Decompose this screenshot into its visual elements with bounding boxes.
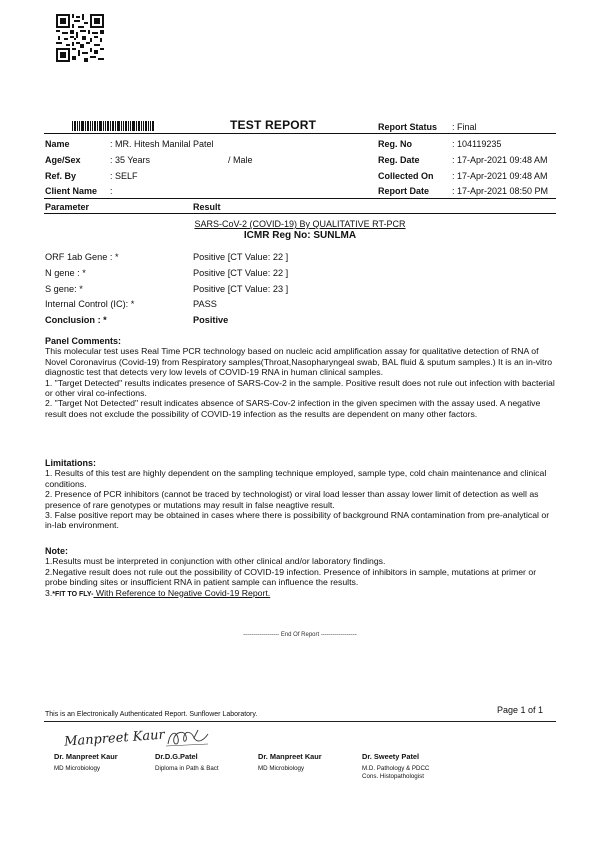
- page-number: Page 1 of 1: [497, 705, 544, 715]
- client-name-value: :: [110, 186, 113, 196]
- note-heading: Note:: [45, 546, 68, 556]
- barcode: [72, 121, 154, 131]
- panel-comment-paragraph: 2. "Target Not Detected" result indicates absence of SARS-Cov-2 infection in the given specimen with the assay used. A negative result does not exclude the possibility of COVID-19 infection as the results are dependent on many other factors.: [45, 398, 541, 419]
- note-3-prefix: 3.: [45, 587, 53, 598]
- panel-comment-paragraph: 1. "Target Detected" results indicates presence of SARS-Cov-2 in the sample. Positive result does not rule out infection with bacterial or other viral co-infections.: [45, 377, 555, 399]
- signatory-role: Cons. Histopathologist: [362, 773, 424, 780]
- signature-dg-patel: [164, 726, 212, 750]
- result-row-name: Internal Control (IC): *: [45, 299, 135, 309]
- limitation-paragraph: 1. Results of this test are highly dependent on the sampling technique employed, sample type, cold chain maintenance and clinical conditions.: [45, 468, 547, 489]
- report-status-value: : Final: [452, 122, 477, 132]
- header-bottom-rule: [44, 198, 556, 199]
- icmr-reg-no: ICMR Reg No: SUNLMA: [243, 230, 357, 241]
- result-row-name: N gene : *: [45, 268, 86, 278]
- report-date-value: : 17-Apr-2021 08:50 PM: [452, 186, 549, 196]
- note-paragraph: 1.Results must be interpreted in conjunction with other clinical and/or laboratory findings.: [45, 556, 386, 567]
- ref-by-label: Ref. By: [45, 171, 77, 181]
- fit-to-fly-label: *FIT TO FLY-: [52, 590, 94, 598]
- report-date-label: Report Date: [378, 186, 430, 196]
- reg-no-label: Reg. No: [378, 139, 413, 149]
- result-column-header: Result: [193, 202, 221, 212]
- panel-comments-heading: Panel Comments:: [45, 336, 122, 346]
- signature-manpreet-kaur: [62, 725, 166, 751]
- signatory-name: Dr. Manpreet Kaur: [258, 752, 322, 761]
- fit-to-fly-reference: With Reference to Negative Covid-19 Report.: [93, 587, 271, 598]
- note-paragraph: [45, 588, 557, 600]
- qr-code: [56, 14, 104, 62]
- note-paragraph: 2.Negative result does not rule out the possibility of COVID-19 infection. Presence of inhibitors in sample, mutations at primer or probe binding sites or insufficient RNA in patient sample can influence the results.: [45, 566, 537, 588]
- svg-text:Manpreet Kaur: Manpreet Kaur: [63, 727, 166, 750]
- reg-date-label: Reg. Date: [378, 155, 420, 165]
- limitation-paragraph: 2. Presence of PCR inhibitors (cannot be traced by technologist) or viral load lesser than assay lower limit of detection as well as presence of rare genotypes or mutations may result in false neagtive result.: [45, 489, 539, 510]
- collected-on-label: Collected On: [378, 171, 434, 181]
- signatory-name: Dr.D.G.Patel: [155, 752, 198, 761]
- footer-rule: [44, 721, 556, 722]
- authentication-note: This is an Electronically Authenticated Report. Sunflower Laboratory.: [45, 711, 258, 718]
- result-row-value: PASS: [193, 299, 217, 309]
- report-title: TEST REPORT: [230, 118, 317, 132]
- signatory-role: MD Microbiology: [258, 765, 305, 772]
- reg-no-value: : 104119235: [452, 139, 502, 149]
- conclusion-label: Conclusion : *: [45, 315, 107, 325]
- limitations-heading: Limitations:: [45, 458, 96, 468]
- sex-value: / Male: [228, 155, 253, 165]
- result-row-value: Positive [CT Value: 22 ]: [193, 252, 289, 262]
- result-row-name: ORF 1ab Gene : *: [45, 252, 119, 262]
- name-value: : MR. Hitesh Manilal Patel: [110, 139, 214, 149]
- result-row-value: Positive [CT Value: 23 ]: [193, 284, 289, 294]
- reg-date-value: : 17-Apr-2021 09:48 AM: [452, 155, 548, 165]
- panel-comment-paragraph: This molecular test uses Real Time PCR technology based on nucleic acid amplification assay for qualitative detection of RNA of Novel Coronavirus (Covid-19) from Respiratory samples(Throat,Nasopharyngeal swab, BAL fluid & sputum samples.) It is an in-vitro diagnostic test that detects very low levels of COVID-19 RNA in human clinical samples.: [45, 346, 553, 378]
- test-name: SARS-CoV-2 (COVID-19) By QUALITATIVE RT-PCR: [194, 219, 406, 229]
- limitations: [45, 458, 557, 531]
- limitation-paragraph: 3. False positive report may be obtained in cases where there is possibility of background RNA contamination from pre-analytical or in-lab environment.: [45, 510, 550, 531]
- signatory-name: Dr. Sweety Patel: [362, 752, 420, 761]
- ref-by-value: : SELF: [110, 171, 138, 181]
- age-value: : 35 Years: [110, 155, 151, 165]
- panel-comments: [45, 336, 557, 419]
- header-top-rule: [44, 133, 556, 134]
- result-row-value: Positive [CT Value: 22 ]: [193, 268, 289, 278]
- end-of-report: ------------------ End Of Report ------------------: [243, 632, 357, 638]
- signatory-role: Diploma in Path & Bact: [155, 765, 219, 772]
- age-sex-label: Age/Sex: [45, 155, 81, 165]
- parameter-column-header: Parameter: [45, 202, 90, 212]
- client-name-label: Client Name: [45, 186, 98, 196]
- name-label: Name: [45, 139, 70, 149]
- conclusion-value: Positive: [193, 315, 229, 325]
- report-status-label: Report Status: [378, 122, 438, 132]
- signatory-role: M.D. Pathology & PDCC: [362, 765, 430, 772]
- signatory-role: MD Microbiology: [54, 765, 101, 772]
- signatory-name: Dr. Manpreet Kaur: [54, 752, 118, 761]
- note: [45, 546, 557, 600]
- column-header-rule: [44, 213, 556, 214]
- result-row-name: S gene: *: [45, 284, 83, 294]
- collected-on-value: : 17-Apr-2021 09:48 AM: [452, 171, 548, 181]
